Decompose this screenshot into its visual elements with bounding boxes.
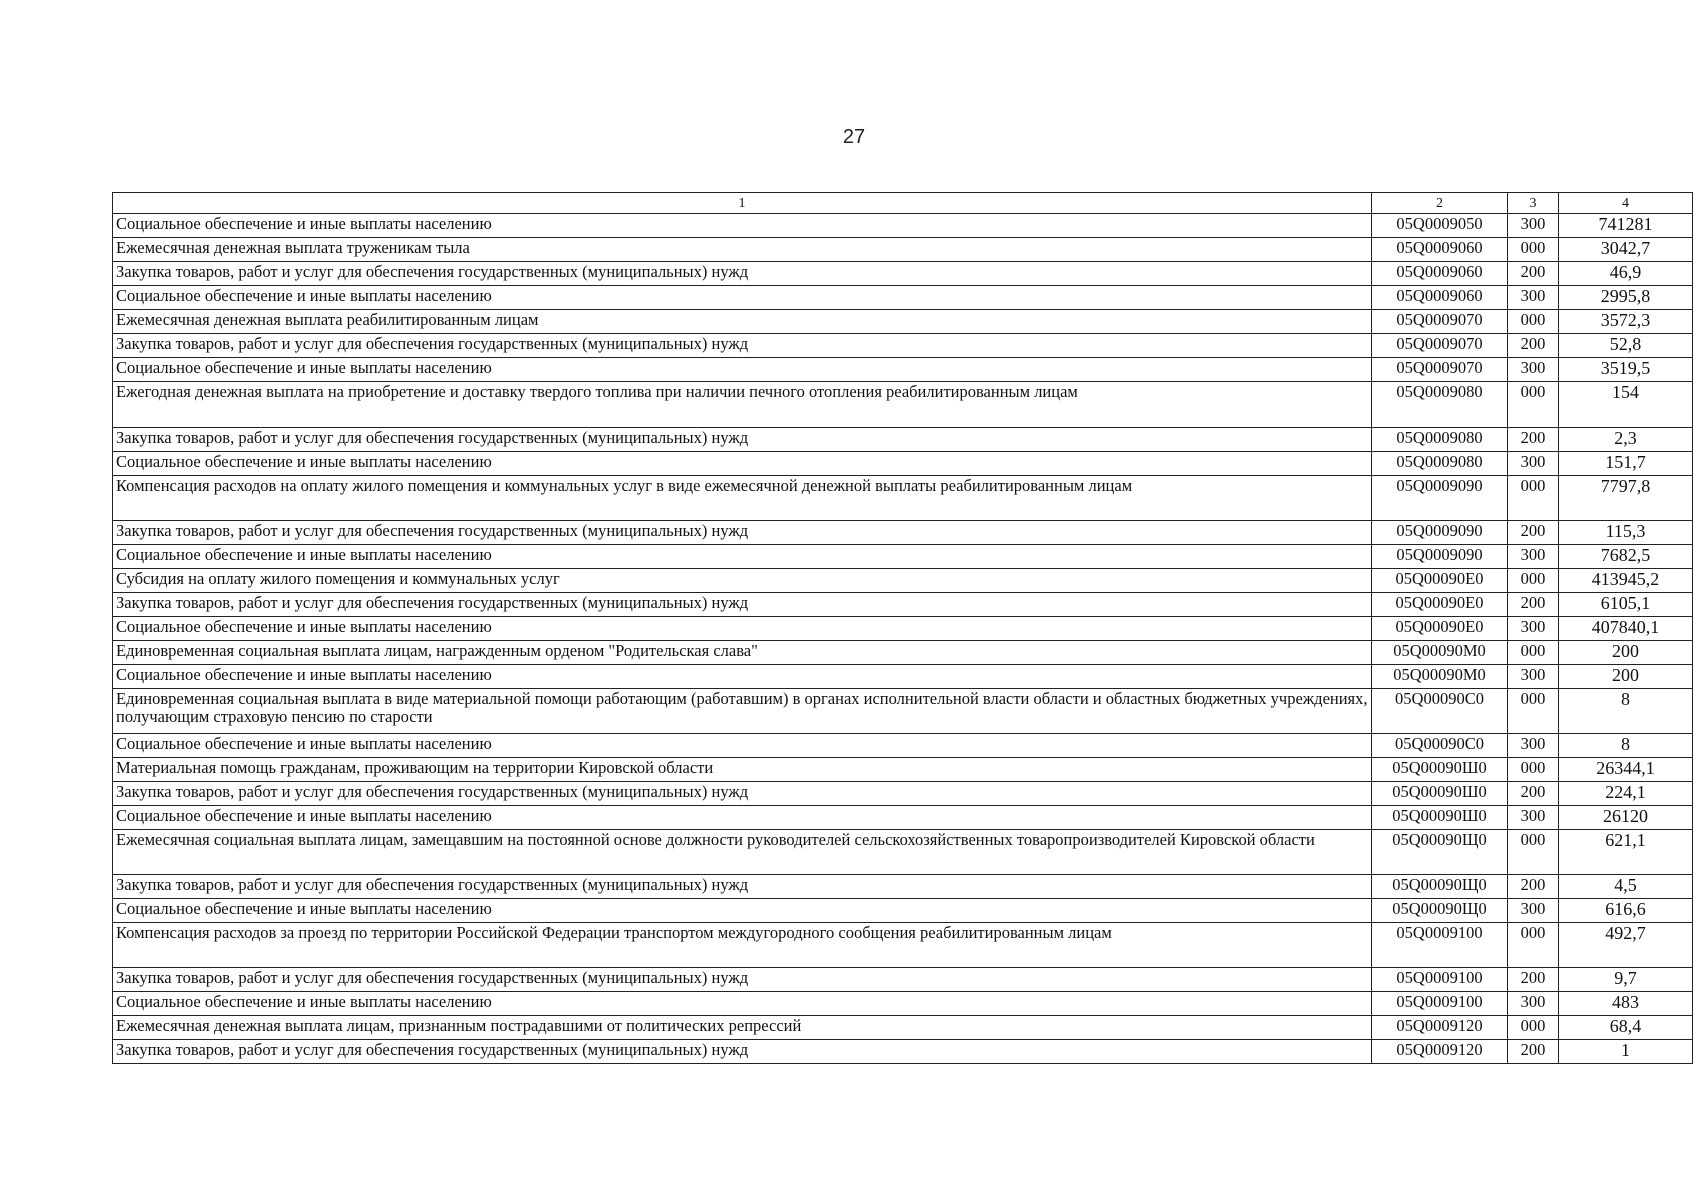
header-row (113, 193, 1693, 214)
page-number: 27 (842, 126, 866, 148)
table-row (113, 262, 1693, 286)
table-row (113, 665, 1693, 689)
cell-name: Закупка товаров, работ и услуг для обеспечения государственных (муниципальных) нужд (113, 968, 1372, 992)
cell-type: 300 (1508, 734, 1559, 758)
cell-sum: 407840,1 (1559, 617, 1693, 641)
header-cell-code: 2 (1372, 193, 1508, 214)
cell-code: 05Q0009120 (1372, 1040, 1508, 1064)
cell-code: 05Q0009060 (1372, 262, 1508, 286)
cell-type: 200 (1508, 334, 1559, 358)
cell-type: 200 (1508, 593, 1559, 617)
cell-type: 200 (1508, 875, 1559, 899)
cell-code: 05Q00090М0 (1372, 665, 1508, 689)
cell-name: Социальное обеспечение и иные выплаты населению (113, 992, 1372, 1016)
cell-code: 05Q0009090 (1372, 476, 1508, 521)
cell-name: Социальное обеспечение и иные выплаты населению (113, 734, 1372, 758)
cell-name: Закупка товаров, работ и услуг для обеспечения государственных (муниципальных) нужд (113, 782, 1372, 806)
cell-code: 05Q0009100 (1372, 923, 1508, 968)
table-row (113, 545, 1693, 569)
cell-sum: 2995,8 (1559, 286, 1693, 310)
cell-name: Ежемесячная денежная выплата труженикам тыла (113, 238, 1372, 262)
cell-sum: 616,6 (1559, 899, 1693, 923)
cell-type: 000 (1508, 1016, 1559, 1040)
cell-sum: 68,4 (1559, 1016, 1693, 1040)
cell-sum: 492,7 (1559, 923, 1693, 968)
table-row (113, 923, 1693, 968)
cell-name: Социальное обеспечение и иные выплаты населению (113, 452, 1372, 476)
cell-name: Компенсация расходов на оплату жилого помещения и коммунальных услуг в виде ежемесячной денежной выплаты реабилитированным лицам (113, 476, 1372, 521)
cell-sum: 3519,5 (1559, 358, 1693, 382)
cell-code: 05Q0009090 (1372, 545, 1508, 569)
table-row (113, 521, 1693, 545)
cell-sum: 224,1 (1559, 782, 1693, 806)
cell-type: 200 (1508, 782, 1559, 806)
cell-code: 05Q00090Щ0 (1372, 830, 1508, 875)
header-cell-sum: 4 (1559, 193, 1693, 214)
cell-sum: 151,7 (1559, 452, 1693, 476)
table-row (113, 734, 1693, 758)
table-row (113, 1016, 1693, 1040)
cell-type: 200 (1508, 521, 1559, 545)
cell-type: 000 (1508, 476, 1559, 521)
cell-type: 000 (1508, 569, 1559, 593)
cell-code: 05Q00090С0 (1372, 689, 1508, 734)
table-row (113, 452, 1693, 476)
cell-name: Закупка товаров, работ и услуг для обеспечения государственных (муниципальных) нужд (113, 875, 1372, 899)
cell-sum: 8 (1559, 734, 1693, 758)
cell-sum: 8 (1559, 689, 1693, 734)
cell-type: 000 (1508, 830, 1559, 875)
cell-name: Закупка товаров, работ и услуг для обеспечения государственных (муниципальных) нужд (113, 428, 1372, 452)
cell-name: Социальное обеспечение и иные выплаты населению (113, 617, 1372, 641)
cell-name: Социальное обеспечение и иные выплаты населению (113, 806, 1372, 830)
cell-name: Единовременная социальная выплата в виде материальной помощи работающим (работавшим) в органах исполнительной власти области и областных бюджетных учреждениях, получающим страховую пенсию по старости (113, 689, 1372, 734)
table-row (113, 593, 1693, 617)
cell-code: 05Q0009060 (1372, 238, 1508, 262)
cell-sum: 7797,8 (1559, 476, 1693, 521)
table-row (113, 992, 1693, 1016)
cell-code: 05Q0009080 (1372, 382, 1508, 428)
cell-type: 000 (1508, 758, 1559, 782)
cell-name: Социальное обеспечение и иные выплаты населению (113, 665, 1372, 689)
cell-code: 05Q00090Е0 (1372, 593, 1508, 617)
table-row (113, 689, 1693, 734)
cell-type: 300 (1508, 992, 1559, 1016)
cell-sum: 154 (1559, 382, 1693, 428)
cell-sum: 7682,5 (1559, 545, 1693, 569)
cell-code: 05Q00090Е0 (1372, 569, 1508, 593)
cell-code: 05Q00090Ш0 (1372, 758, 1508, 782)
cell-sum: 200 (1559, 665, 1693, 689)
cell-sum: 6105,1 (1559, 593, 1693, 617)
cell-sum: 46,9 (1559, 262, 1693, 286)
cell-name: Социальное обеспечение и иные выплаты населению (113, 358, 1372, 382)
table-row (113, 641, 1693, 665)
cell-type: 200 (1508, 968, 1559, 992)
cell-sum: 3572,3 (1559, 310, 1693, 334)
cell-name: Ежемесячная денежная выплата реабилитированным лицам (113, 310, 1372, 334)
cell-type: 200 (1508, 1040, 1559, 1064)
cell-type: 300 (1508, 545, 1559, 569)
cell-name: Закупка товаров, работ и услуг для обеспечения государственных (муниципальных) нужд (113, 262, 1372, 286)
table-row (113, 358, 1693, 382)
header-cell-type: 3 (1508, 193, 1559, 214)
cell-sum: 483 (1559, 992, 1693, 1016)
cell-type: 300 (1508, 665, 1559, 689)
cell-name: Материальная помощь гражданам, проживающим на территории Кировской области (113, 758, 1372, 782)
cell-sum: 621,1 (1559, 830, 1693, 875)
cell-type: 000 (1508, 923, 1559, 968)
cell-code: 05Q0009070 (1372, 310, 1508, 334)
cell-name: Закупка товаров, работ и услуг для обеспечения государственных (муниципальных) нужд (113, 1040, 1372, 1064)
table-row (113, 782, 1693, 806)
cell-type: 300 (1508, 617, 1559, 641)
cell-type: 000 (1508, 238, 1559, 262)
cell-name: Закупка товаров, работ и услуг для обеспечения государственных (муниципальных) нужд (113, 334, 1372, 358)
table-row (113, 806, 1693, 830)
cell-name: Компенсация расходов за проезд по территории Российской Федерации транспортом междугородного сообщения реабилитированным лицам (113, 923, 1372, 968)
table-row (113, 382, 1693, 428)
table-row (113, 617, 1693, 641)
cell-type: 300 (1508, 806, 1559, 830)
table-row (113, 286, 1693, 310)
cell-sum: 2,3 (1559, 428, 1693, 452)
cell-type: 300 (1508, 214, 1559, 238)
cell-code: 05Q00090Щ0 (1372, 899, 1508, 923)
table-row (113, 214, 1693, 238)
cell-type: 300 (1508, 899, 1559, 923)
table-row (113, 830, 1693, 875)
cell-name: Ежемесячная социальная выплата лицам, замещавшим на постоянной основе должности руководителей сельскохозяйственных товаропроизводителей Кировской области (113, 830, 1372, 875)
cell-name: Единовременная социальная выплата лицам, награжденным орденом "Родительская слава" (113, 641, 1372, 665)
cell-type: 200 (1508, 262, 1559, 286)
header-cell-name: 1 (113, 193, 1372, 214)
cell-sum: 52,8 (1559, 334, 1693, 358)
cell-code: 05Q0009120 (1372, 1016, 1508, 1040)
cell-name: Субсидия на оплату жилого помещения и коммунальных услуг (113, 569, 1372, 593)
cell-code: 05Q00090М0 (1372, 641, 1508, 665)
table-body (113, 193, 1693, 1064)
cell-code: 05Q0009080 (1372, 452, 1508, 476)
cell-type: 300 (1508, 286, 1559, 310)
cell-name: Социальное обеспечение и иные выплаты населению (113, 545, 1372, 569)
table-row (113, 476, 1693, 521)
table-row (113, 569, 1693, 593)
cell-sum: 26344,1 (1559, 758, 1693, 782)
table-row (113, 899, 1693, 923)
cell-sum: 413945,2 (1559, 569, 1693, 593)
cell-sum: 741281 (1559, 214, 1693, 238)
cell-code: 05Q0009090 (1372, 521, 1508, 545)
cell-name: Закупка товаров, работ и услуг для обеспечения государственных (муниципальных) нужд (113, 521, 1372, 545)
cell-type: 000 (1508, 689, 1559, 734)
table-row (113, 428, 1693, 452)
cell-code: 05Q0009080 (1372, 428, 1508, 452)
cell-sum: 1 (1559, 1040, 1693, 1064)
cell-code: 05Q0009050 (1372, 214, 1508, 238)
cell-type: 000 (1508, 382, 1559, 428)
cell-type: 200 (1508, 428, 1559, 452)
cell-name: Закупка товаров, работ и услуг для обеспечения государственных (муниципальных) нужд (113, 593, 1372, 617)
budget-table (112, 192, 1693, 1064)
cell-sum: 4,5 (1559, 875, 1693, 899)
cell-code: 05Q00090С0 (1372, 734, 1508, 758)
cell-code: 05Q00090Щ0 (1372, 875, 1508, 899)
cell-type: 000 (1508, 310, 1559, 334)
table-row (113, 238, 1693, 262)
cell-type: 000 (1508, 641, 1559, 665)
cell-sum: 9,7 (1559, 968, 1693, 992)
cell-code: 05Q0009070 (1372, 334, 1508, 358)
table-row (113, 875, 1693, 899)
cell-code: 05Q0009100 (1372, 968, 1508, 992)
table-row (113, 310, 1693, 334)
cell-code: 05Q0009100 (1372, 992, 1508, 1016)
cell-code: 05Q00090Ш0 (1372, 806, 1508, 830)
cell-code: 05Q00090Е0 (1372, 617, 1508, 641)
cell-code: 05Q00090Ш0 (1372, 782, 1508, 806)
table-row (113, 1040, 1693, 1064)
cell-type: 300 (1508, 452, 1559, 476)
table-row (113, 758, 1693, 782)
cell-code: 05Q0009070 (1372, 358, 1508, 382)
cell-sum: 200 (1559, 641, 1693, 665)
cell-name: Социальное обеспечение и иные выплаты населению (113, 899, 1372, 923)
cell-name: Ежемесячная денежная выплата лицам, признанным пострадавшими от политических репрессий (113, 1016, 1372, 1040)
cell-sum: 115,3 (1559, 521, 1693, 545)
table-row (113, 968, 1693, 992)
cell-name: Социальное обеспечение и иные выплаты населению (113, 214, 1372, 238)
cell-name: Ежегодная денежная выплата на приобретение и доставку твердого топлива при наличии печного отопления реабилитированным лицам (113, 382, 1372, 428)
cell-code: 05Q0009060 (1372, 286, 1508, 310)
cell-name: Социальное обеспечение и иные выплаты населению (113, 286, 1372, 310)
table-row (113, 334, 1693, 358)
cell-sum: 26120 (1559, 806, 1693, 830)
cell-sum: 3042,7 (1559, 238, 1693, 262)
cell-type: 300 (1508, 358, 1559, 382)
